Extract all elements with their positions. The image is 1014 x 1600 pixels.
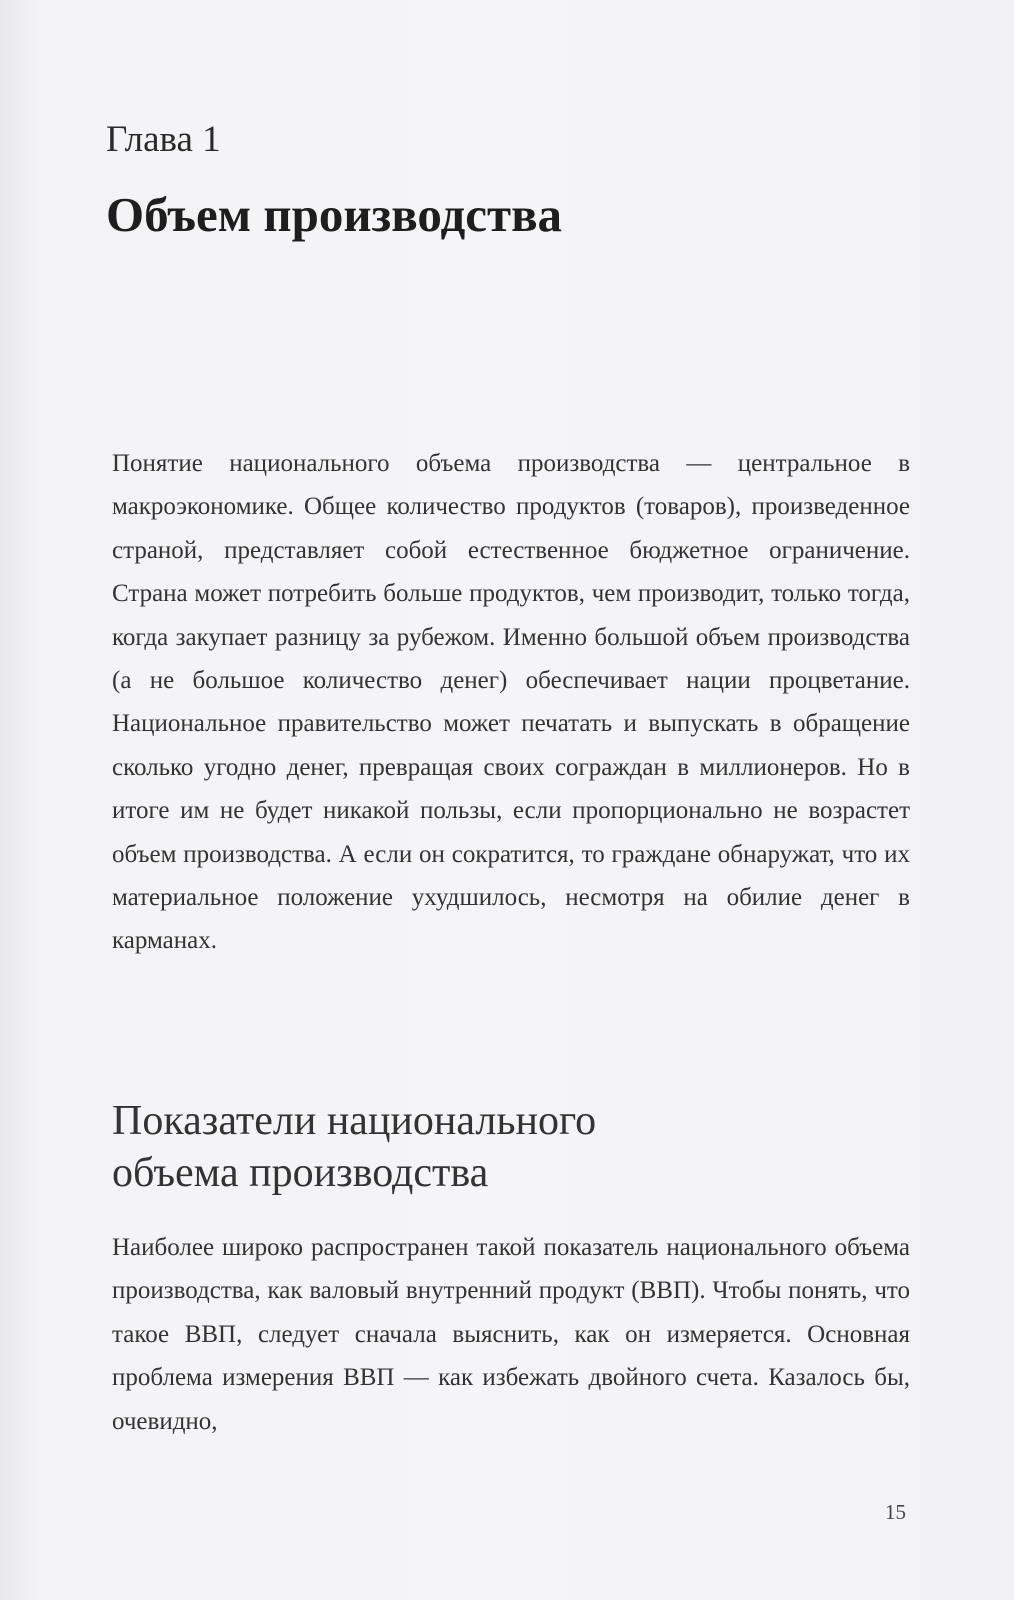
page-number: 15 (885, 1500, 906, 1524)
section-heading (112, 1095, 912, 1199)
chapter-title: Объем производства (106, 187, 563, 242)
section-heading-line-1: Показатели национального (112, 1098, 597, 1144)
chapter-label: Глава 1 (106, 119, 221, 160)
section-heading-line-2: объема производства (112, 1150, 489, 1196)
section-paragraph: Наиболее широко распространен такой показатель национального объема производства, как валовый внутренний продукт (ВВП). Чтобы понять, что такое ВВП, следует сначала выяснить, как он измеряется. Основная проблема измерения ВВП — как избежать двойного счета. Казалось бы, очевидно, (112, 1234, 910, 1435)
intro-paragraph: Понятие национального объема производства — центральное в макроэкономике. Общее количество продуктов (товаров), произведенное страной, представляет собой естественное бюджетное ограничение. Страна может потребить больше продуктов, чем производит, только тогда, когда закупает разницу за рубежом. Именно большой объем производства (а не большое количество денег) обеспечивает нации процветание. Национальное правительство может печатать и выпускать в обращение сколько угодно денег, превращая своих сограждан в миллионеров. Но в итоге им не будет никакой пользы, если пропорционально не возрастет объем производства. А если он сократится, то граждане обнаружат, что их материальное положение ухудшилось, несмотря на обилие денег в карманах. (112, 450, 910, 955)
